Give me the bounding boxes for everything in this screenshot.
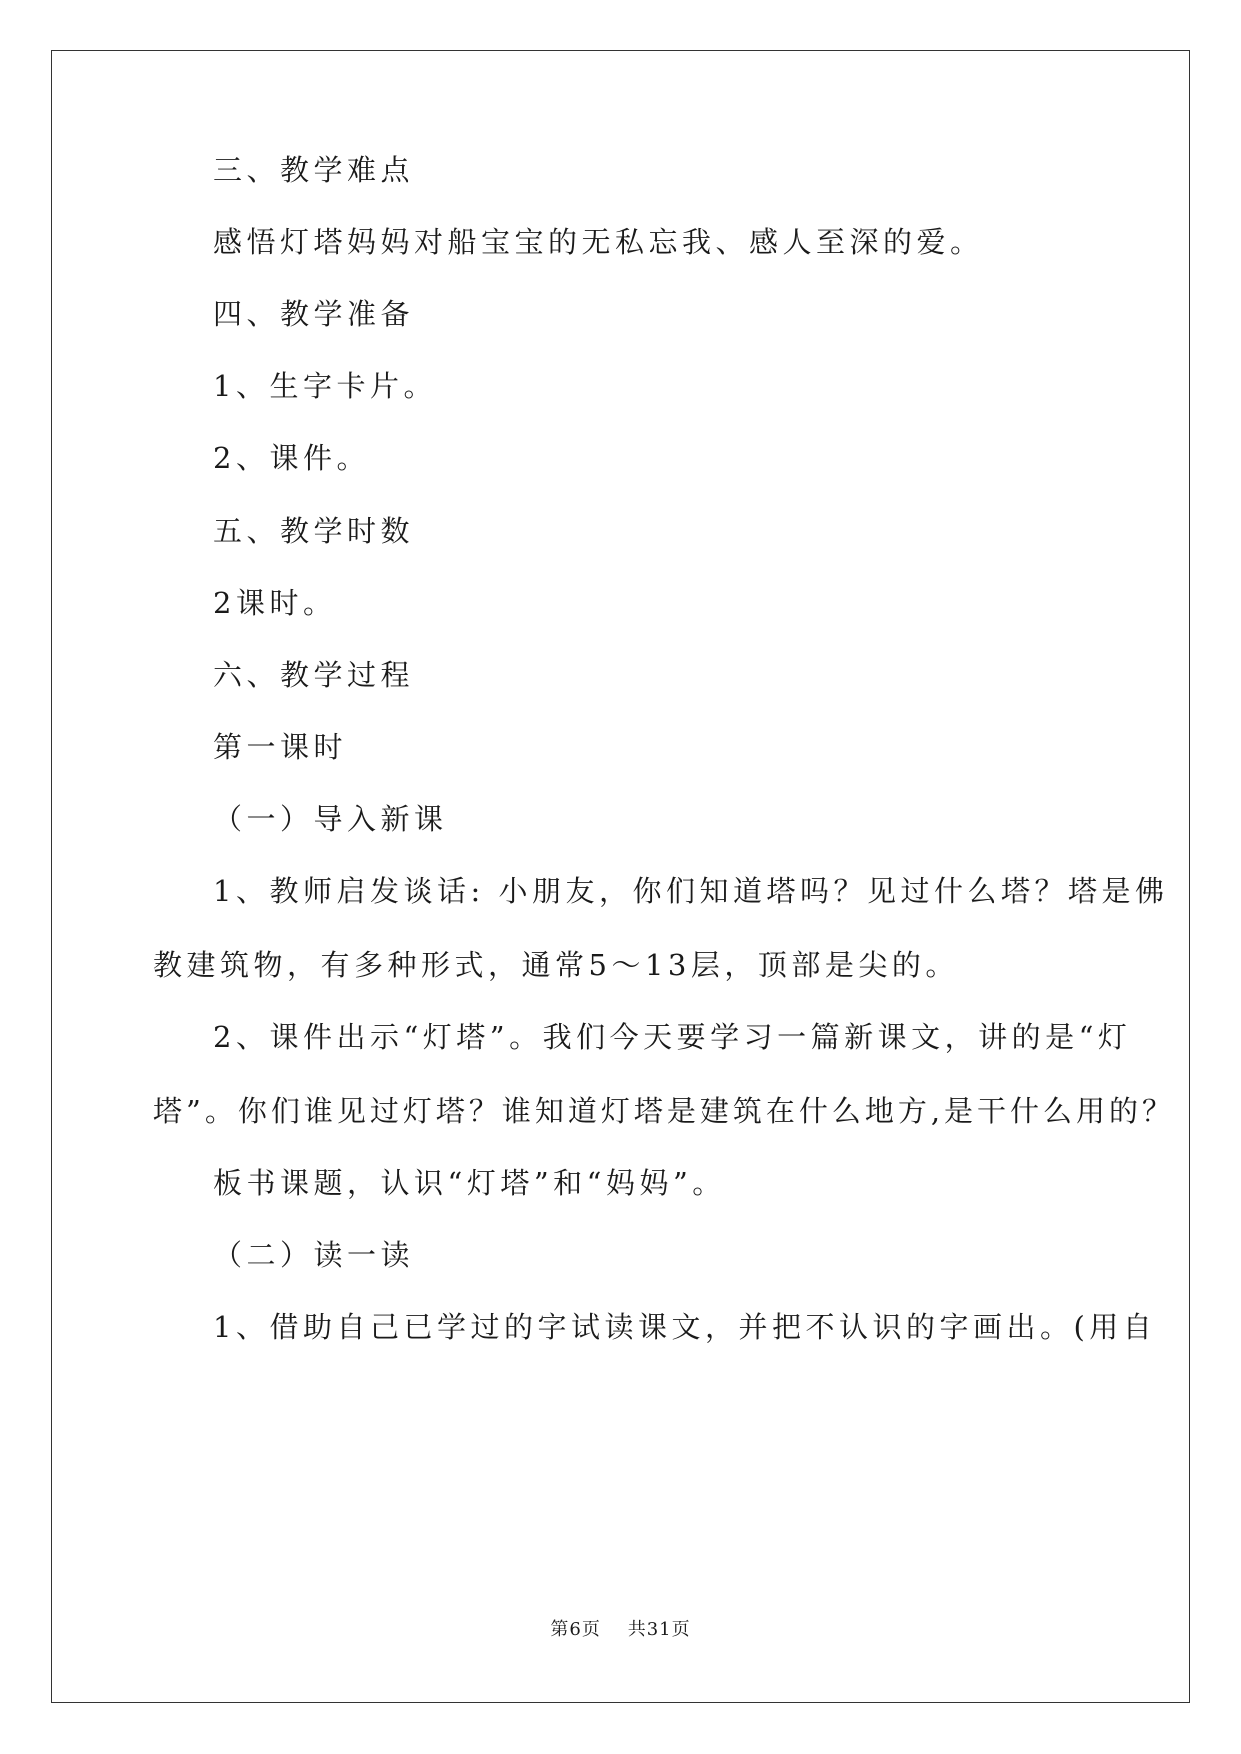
list-item: 2、课件。 [213, 441, 370, 475]
section-heading-6: 六、教学过程 [213, 658, 415, 692]
paragraph-line: 教建筑物，有多种形式，通常5～13层，顶部是尖的。 [153, 948, 959, 982]
section-heading-3: 三、教学难点 [213, 153, 415, 187]
paragraph-line: 1、教师启发谈话: 小朋友，你们知道塔吗？见过什么塔？塔是佛 [213, 874, 1169, 908]
section-heading-4: 四、教学准备 [213, 297, 415, 331]
paragraph: 板书课题，认识“灯塔”和“妈妈”。 [213, 1166, 726, 1200]
subsection-heading: （二）读一读 [213, 1238, 415, 1272]
paragraph-line: 2、课件出示“灯塔”。我们今天要学习一篇新课文，讲的是“灯 [213, 1020, 1132, 1054]
lesson-heading: 第一课时 [213, 730, 348, 764]
page-number: 第6页 共31页 [550, 1619, 691, 1640]
paragraph-line: 塔”。你们谁见过灯塔？谁知道灯塔是建筑在什么地方,是干什么用的？ [153, 1094, 1176, 1128]
subsection-heading: （一）导入新课 [213, 802, 448, 836]
section-heading-5: 五、教学时数 [213, 514, 415, 548]
paragraph-line: 1、借助自己已学过的字试读课文，并把不认识的字画出。(用自 [213, 1310, 1157, 1344]
paragraph: 2课时。 [213, 586, 337, 620]
list-item: 1、生字卡片。 [213, 369, 437, 403]
paragraph: 感悟灯塔妈妈对船宝宝的无私忘我、感人至深的爱。 [213, 225, 984, 259]
